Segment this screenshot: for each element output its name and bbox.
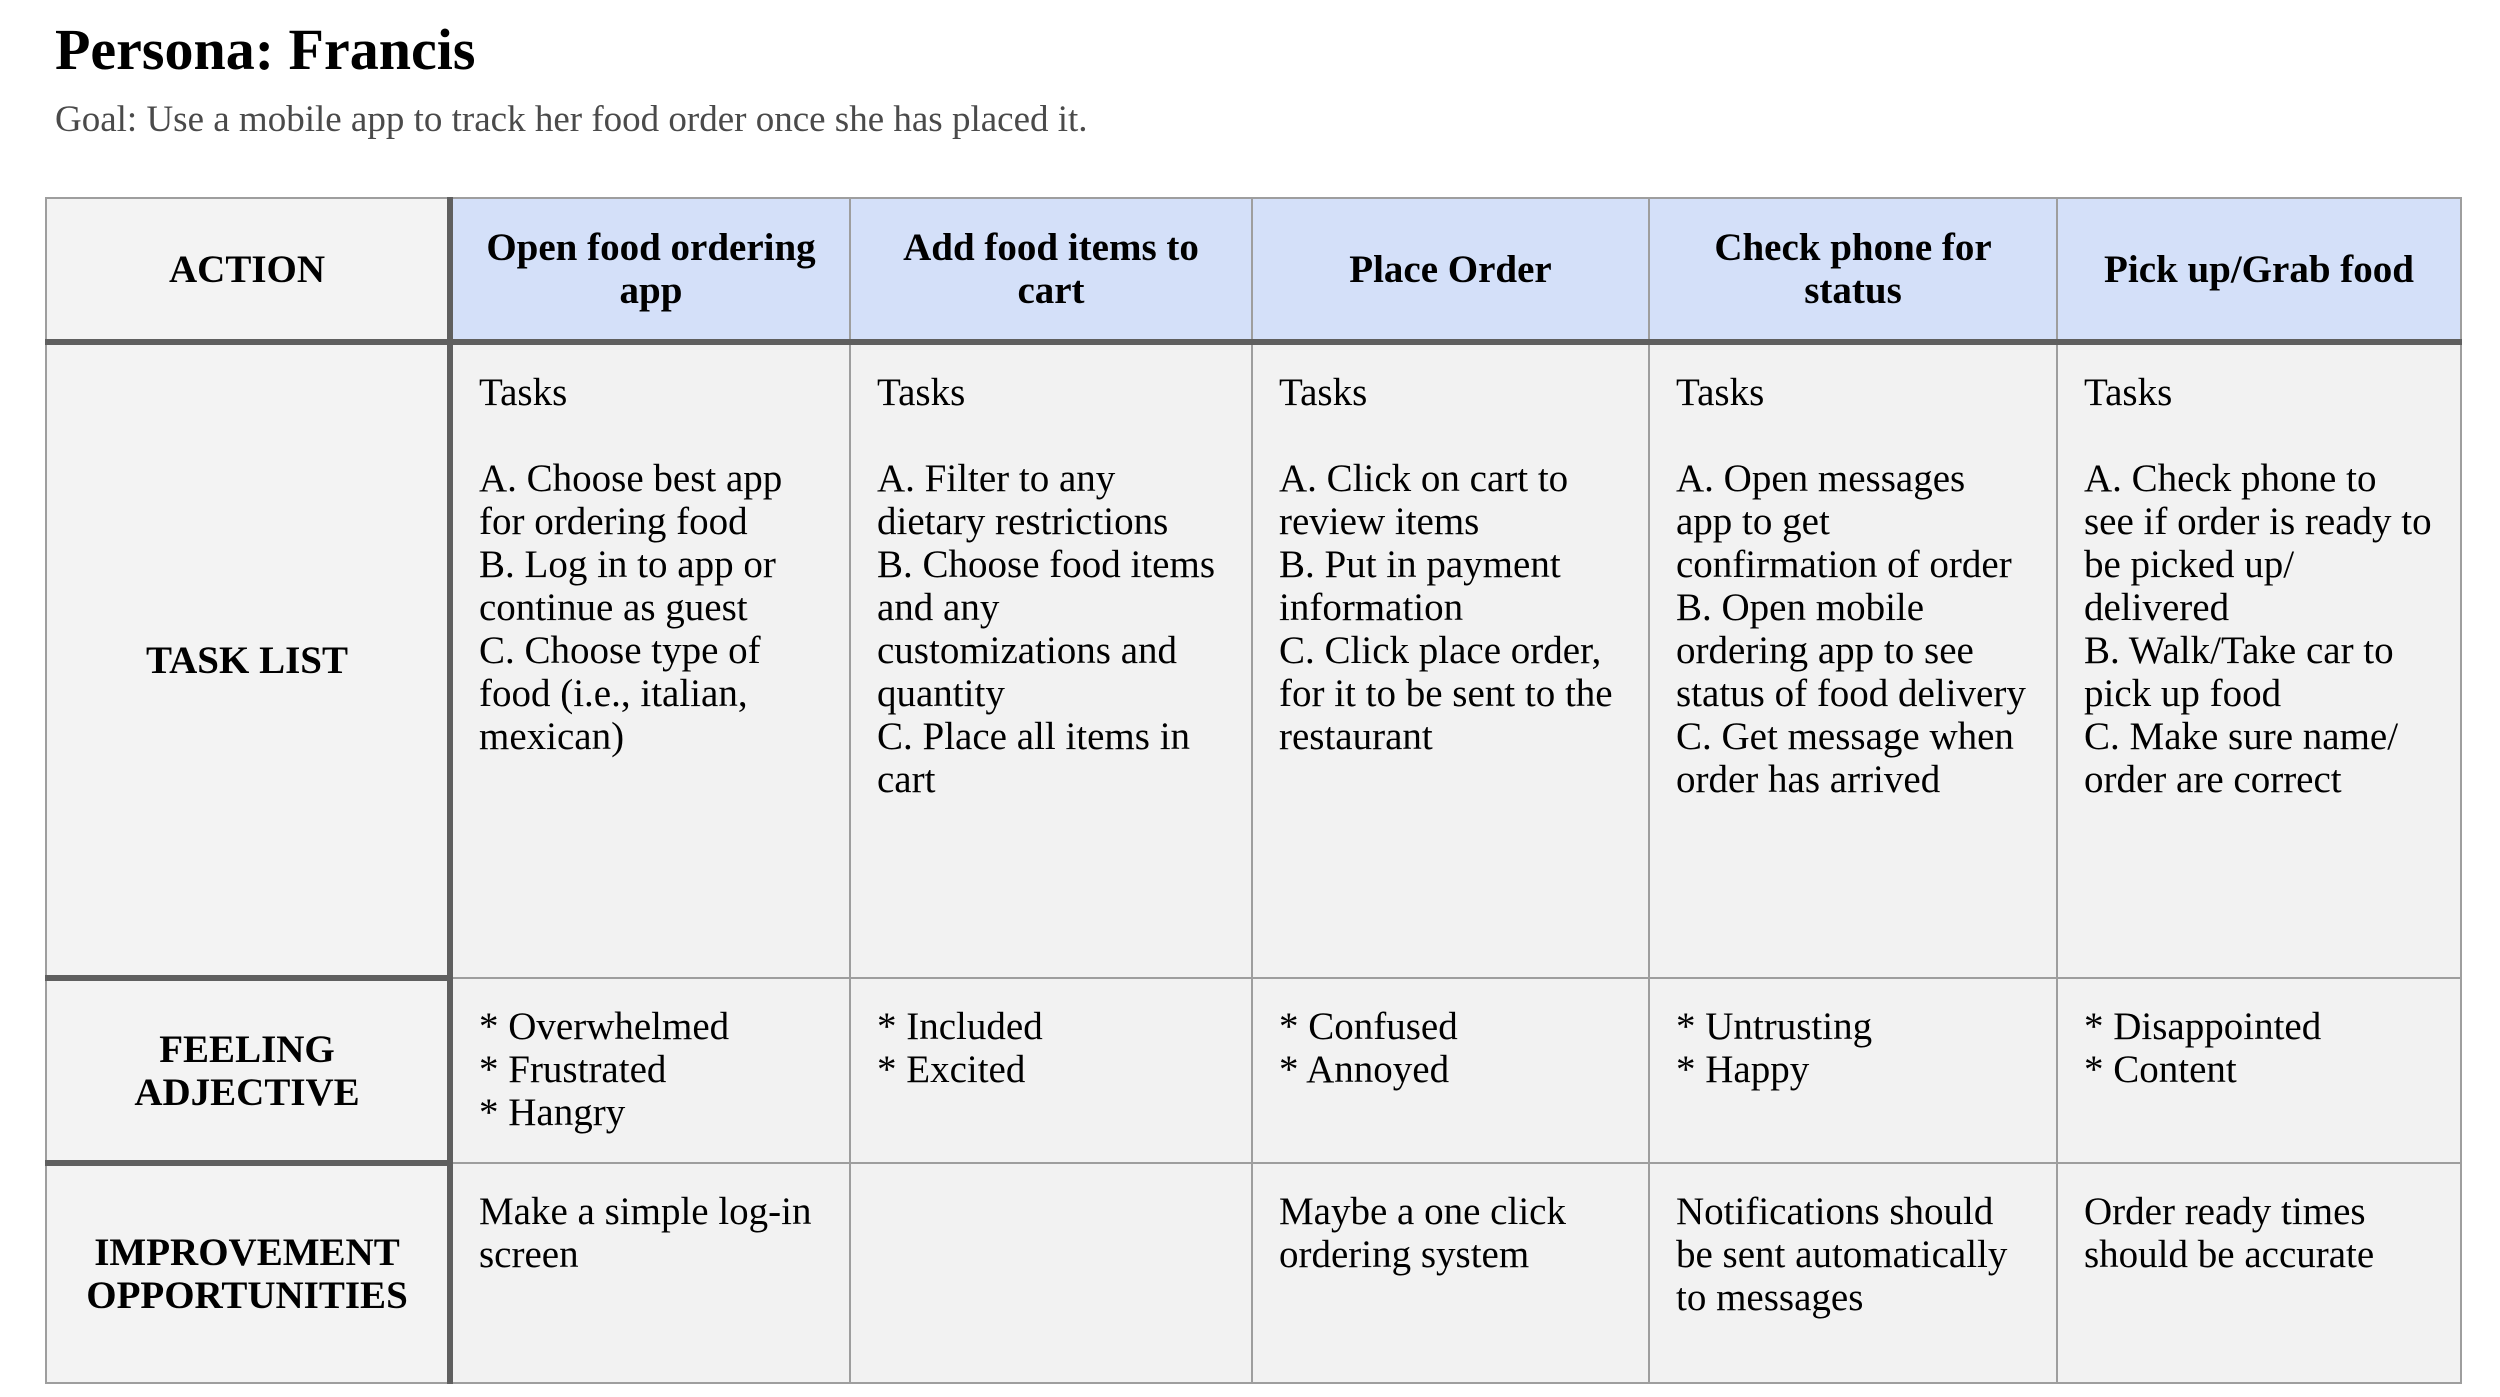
row-header-task-list [46, 342, 450, 978]
goal-text: Goal: Use a mobile app to track her food order once she has placed it. [55, 99, 1088, 140]
feeling-item: * Happy [1676, 1048, 1810, 1091]
feeling-cell-4 [1649, 978, 2057, 1163]
improvement-cell-2 [850, 1163, 1252, 1383]
task-item: B. Walk/Take car to pick up food [2084, 629, 2404, 715]
task-list-row [46, 342, 2461, 978]
tasks-heading: Tasks [877, 371, 966, 414]
page-title: Persona: Francis [55, 17, 476, 82]
action-label: Pick up/Grab food [2104, 247, 2414, 291]
tasks-heading: Tasks [479, 371, 568, 414]
task-cell-3 [1252, 342, 1649, 978]
improvement-text: Order ready times should be accurate [2084, 1190, 2376, 1276]
task-item: C. Place all items in cart [877, 715, 1200, 801]
feeling-item: * Overwhelmed [479, 1005, 730, 1048]
action-row [46, 198, 2461, 342]
row-header-improvement [46, 1163, 450, 1383]
feeling-item: * Untrusting [1676, 1005, 1873, 1048]
journey-map-table [45, 197, 2462, 1384]
improvement-row [46, 1163, 2461, 1383]
task-item: A. Filter to any dietary restrictions [877, 457, 1169, 543]
feeling-cell-2 [850, 978, 1252, 1163]
row-header-action-label: ACTION [168, 247, 326, 291]
task-item: C. Click place order, for it to be sent to the restaurant [1279, 629, 1623, 758]
improvement-cell-1 [450, 1163, 850, 1383]
feeling-item: * Annoyed [1279, 1048, 1450, 1091]
improvement-cell-5 [2057, 1163, 2461, 1383]
task-cell-1 [450, 342, 850, 978]
task-item: A. Check phone to see if order is ready to be picked up/ delivered [2084, 457, 2442, 629]
task-item: B. Choose food items and any customizations and quantity [877, 543, 1225, 715]
action-cell-4 [1649, 198, 2057, 342]
row-header-improvement-label: IMPROVEMENT OPPORTUNITIES [86, 1231, 408, 1317]
feeling-item: * Frustrated [479, 1048, 667, 1091]
feeling-cell-5 [2057, 978, 2461, 1163]
feeling-row [46, 978, 2461, 1163]
improvement-cell-4 [1649, 1163, 2057, 1383]
action-cell-3 [1252, 198, 1649, 342]
task-cell-2 [850, 342, 1252, 978]
tasks-heading: Tasks [1279, 371, 1368, 414]
row-header-feeling [46, 978, 450, 1163]
feeling-item: * Hangry [479, 1091, 626, 1134]
feeling-item: * Disappointed [2084, 1005, 2322, 1048]
feeling-item: * Excited [877, 1048, 1026, 1091]
row-header-task-list-label: TASK LIST [146, 638, 348, 682]
task-item: B. Open mobile ordering app to see status of food delivery [1676, 586, 2026, 715]
tasks-heading: Tasks [2084, 371, 2173, 414]
row-header-feeling-label: FEELING ADJECTIVE [134, 1027, 360, 1114]
improvement-cell-3 [1252, 1163, 1649, 1383]
improvement-text: Maybe a one click ordering system [1279, 1190, 1576, 1276]
task-item: A. Choose best app for ordering food [479, 457, 793, 543]
improvement-text: Make a simple log-in screen [479, 1190, 822, 1276]
task-item: B. Put in payment information [1279, 543, 1571, 629]
task-item: B. Log in to app or continue as guest [479, 543, 786, 629]
task-item: C. Get message when order has arrived [1676, 715, 2024, 801]
feeling-item: * Included [877, 1005, 1043, 1048]
action-label: Add food items to cart [903, 226, 1199, 312]
action-cell-2 [850, 198, 1252, 342]
task-item: C. Make sure name/ order are correct [2084, 715, 2408, 801]
action-label: Place Order [1349, 247, 1552, 291]
action-cell-5 [2057, 198, 2461, 342]
action-cell-1 [450, 198, 850, 342]
feeling-cell-1 [450, 978, 850, 1163]
task-cell-4 [1649, 342, 2057, 978]
feeling-cell-3 [1252, 978, 1649, 1163]
row-header-action [46, 198, 450, 342]
task-item: C. Choose type of food (i.e., italian, mexican) [479, 629, 771, 758]
task-item: A. Open messages app to get confirmation of order [1676, 457, 2012, 586]
tasks-heading: Tasks [1676, 371, 1765, 414]
task-cell-5 [2057, 342, 2461, 978]
feeling-item: * Content [2084, 1048, 2237, 1091]
action-label: Open food ordering app [486, 226, 816, 312]
feeling-item: * Confused [1279, 1005, 1458, 1048]
action-label: Check phone for status [1714, 226, 1992, 312]
improvement-text: Notifications should be sent automatically to messages [1676, 1190, 2018, 1319]
task-item: A. Click on cart to review items [1279, 457, 1578, 543]
